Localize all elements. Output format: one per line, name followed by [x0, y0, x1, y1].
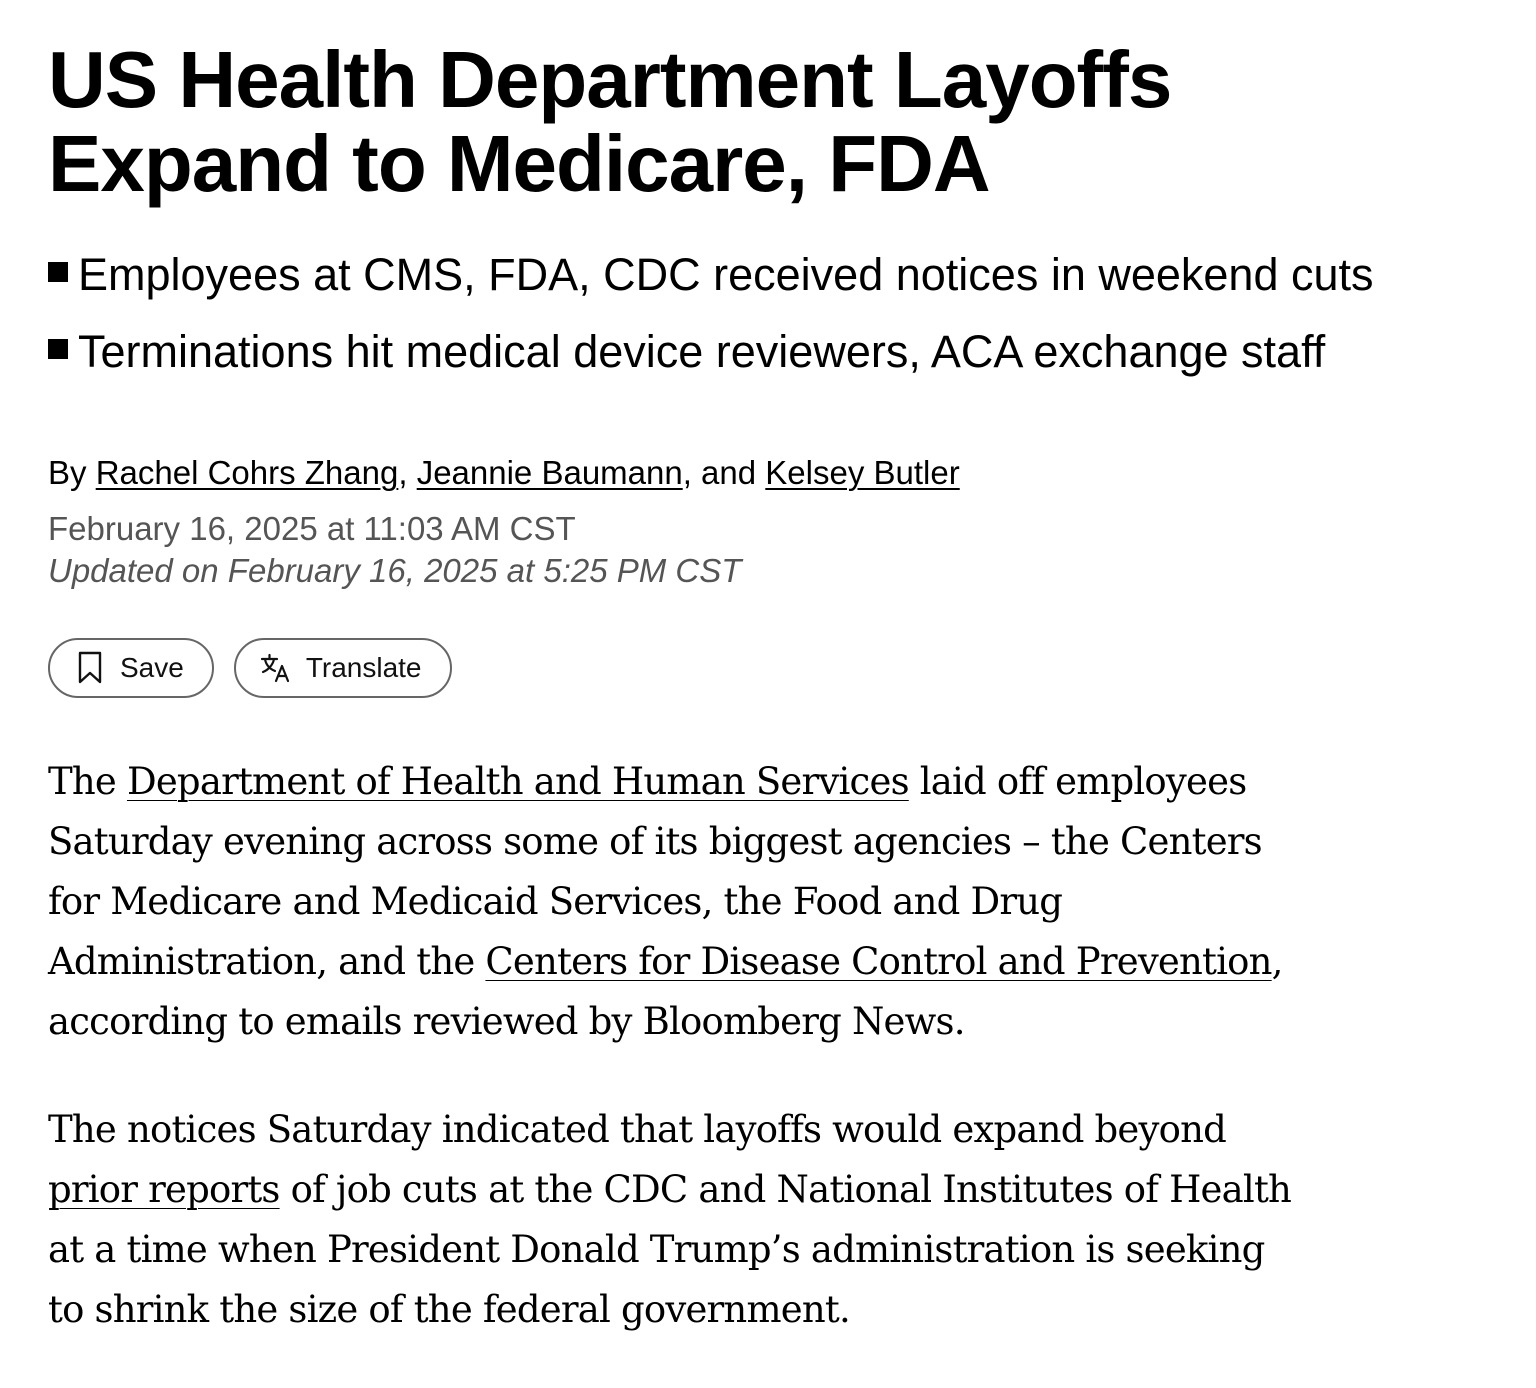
byline [48, 452, 1528, 494]
byline-separator: , [398, 454, 417, 491]
author-link[interactable]: Kelsey Butler [765, 454, 960, 491]
headline: US Health Department Layoffs Expand to Medicare, FDA [48, 35, 1172, 208]
translate-icon [258, 650, 294, 686]
save-label: Save [120, 652, 184, 683]
author-link[interactable]: Jeannie Baumann [416, 454, 683, 491]
byline-separator: , and [682, 454, 766, 491]
author-link[interactable]: Rachel Cohrs Zhang [95, 454, 399, 491]
published-date: February 16, 2025 at 11:03 AM CST [48, 510, 576, 547]
cdc-link[interactable]: Centers for Disease Control and Prevention [485, 940, 1272, 983]
bookmark-icon [72, 650, 108, 686]
article-paragraph [48, 752, 1298, 1052]
text-run: , according to emails reviewed by Bloomberg News. [48, 940, 1283, 1043]
updated-date: Updated on February 16, 2025 at 5:25 PM CST [48, 552, 742, 589]
hhs-link[interactable]: Department of Health and Human Services [126, 760, 909, 803]
prior-reports-link[interactable]: prior reports [48, 1168, 280, 1211]
summary-bullet-text: Employees at CMS, FDA, CDC received notices in weekend cuts [78, 249, 1374, 300]
summary-bullet-text: Terminations hit medical device reviewers, ACA exchange staff [78, 326, 1326, 377]
text-run: laid off employees Saturday evening across some of its biggest agencies – the Centers for Medicare and Medicaid Services, the Food and Drug Administration, and the [48, 760, 1262, 983]
text-run: The [48, 760, 127, 803]
bullet-square-icon [48, 262, 68, 282]
summary-bullet [48, 313, 1528, 390]
text-run: of job cuts at the CDC and National Institutes of Health at a time when President Donald Trump’s administration is seeking to shrink the size of the federal government. [48, 1168, 1292, 1331]
bullet-square-icon [48, 339, 68, 359]
byline-prefix: By [48, 454, 96, 491]
translate-button[interactable] [234, 638, 452, 698]
article-body [48, 752, 1298, 1340]
translate-label: Translate [305, 652, 422, 683]
article-page [48, 0, 1528, 1388]
save-button[interactable] [48, 638, 214, 698]
summary-bullet [48, 236, 1528, 313]
text-run: The notices Saturday indicated that layoffs would expand beyond [48, 1108, 1227, 1151]
article-paragraph [48, 1100, 1298, 1340]
article-actions [48, 638, 1528, 698]
summary-bullets [48, 236, 1528, 390]
